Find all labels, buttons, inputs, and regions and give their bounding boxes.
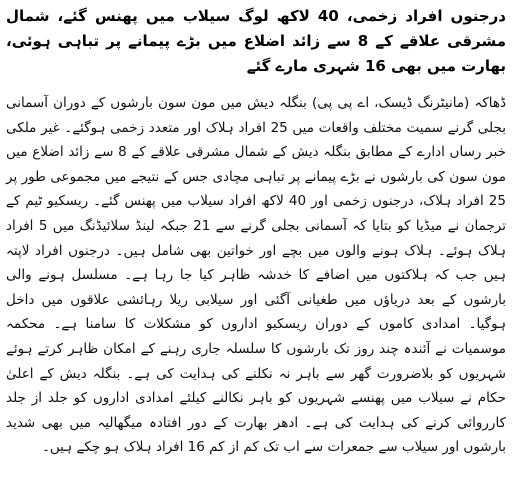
- headline: درجنوں افراد زخمی، 40 لاکھ لوگ سیلاب میں پھنس گئے، شمال مشرقی علاقے کے 8 سے زائد اضلاع میں بڑے پیمانے پر تباہی ہوئی، بھارت میں بھی 16 شہری مارے گئے: [6, 7, 507, 75]
- article-body: [6, 91, 506, 460]
- dateline: ڈھاکہ (مانیٹرنگ ڈیسک، اے پی پی): [311, 95, 506, 111]
- body-text: بنگلہ دیش میں مون سون بارشوں کے دوران آسمانی بجلی گرنے سمیت مختلف واقعات میں 25 افراد ہلاک اور متعدد زخمی ہوگئے۔ غیر ملکی خبر رساں ادارے کے مطابق بنگلہ دیش کے شمال مشرقی علاقے کے 8 سے زائد اضلاع میں مون سون کی بارشوں نے بڑے پیمانے پر تباہی مچادی جس کے نتیجے میں مجموعی طور پر 25 افراد ہلاک، درجنوں زخمی اور 40 لاکھ افراد سیلاب میں پھنس گئے۔ ریسکیو ٹیم کے ترجمان نے میڈیا کو بتایا کہ آسمانی بجلی گرنے سے 21 جبکہ لینڈ سلائیڈنگ میں 5 افراد ہلاک ہوئے۔ ہلاک ہونے والوں میں بچے اور خواتین بھی شامل ہیں۔ درجنوں افراد لاپتہ ہیں جب کہ ہلاکتوں میں اضافے کا خدشہ ظاہر کیا جا رہا ہے۔ مسلسل ہونے والی بارشوں کے بعد دریاؤں میں طغیانی آگئی اور سیلابی ریلا رہائشی علاقوں میں داخل ہوگیا۔ امدادی کاموں کے دوران ریسکیو اداروں کو مشکلات کا سامنا ہے۔ محکمہ موسمیات نے آئندہ چند روز تک بارشوں کا سلسلہ جاری رہنے کے امکان ظاہر کرتے ہوئے شہریوں کو بلاضرورت گھر سے باہر نہ نکلنے کی ہدایت کی ہے۔ بنگلہ دیش کے اعلیٰ حکام نے سیلاب میں پھنسے شہریوں کو باہر نکالنے کیلئے امدادی اداروں کو جلد از جلد کارروائی کرنے کی ہدایت کی ہے۔ ادھر بھارت کے دور افتادہ میگھالیہ میں بھی شدید بارشوں اور سیلاب سے جمعرات سے اب تک کم از کم 16 افراد ہلاک ہو چکے ہیں۔: [6, 95, 507, 456]
- news-article: [6, 4, 506, 490]
